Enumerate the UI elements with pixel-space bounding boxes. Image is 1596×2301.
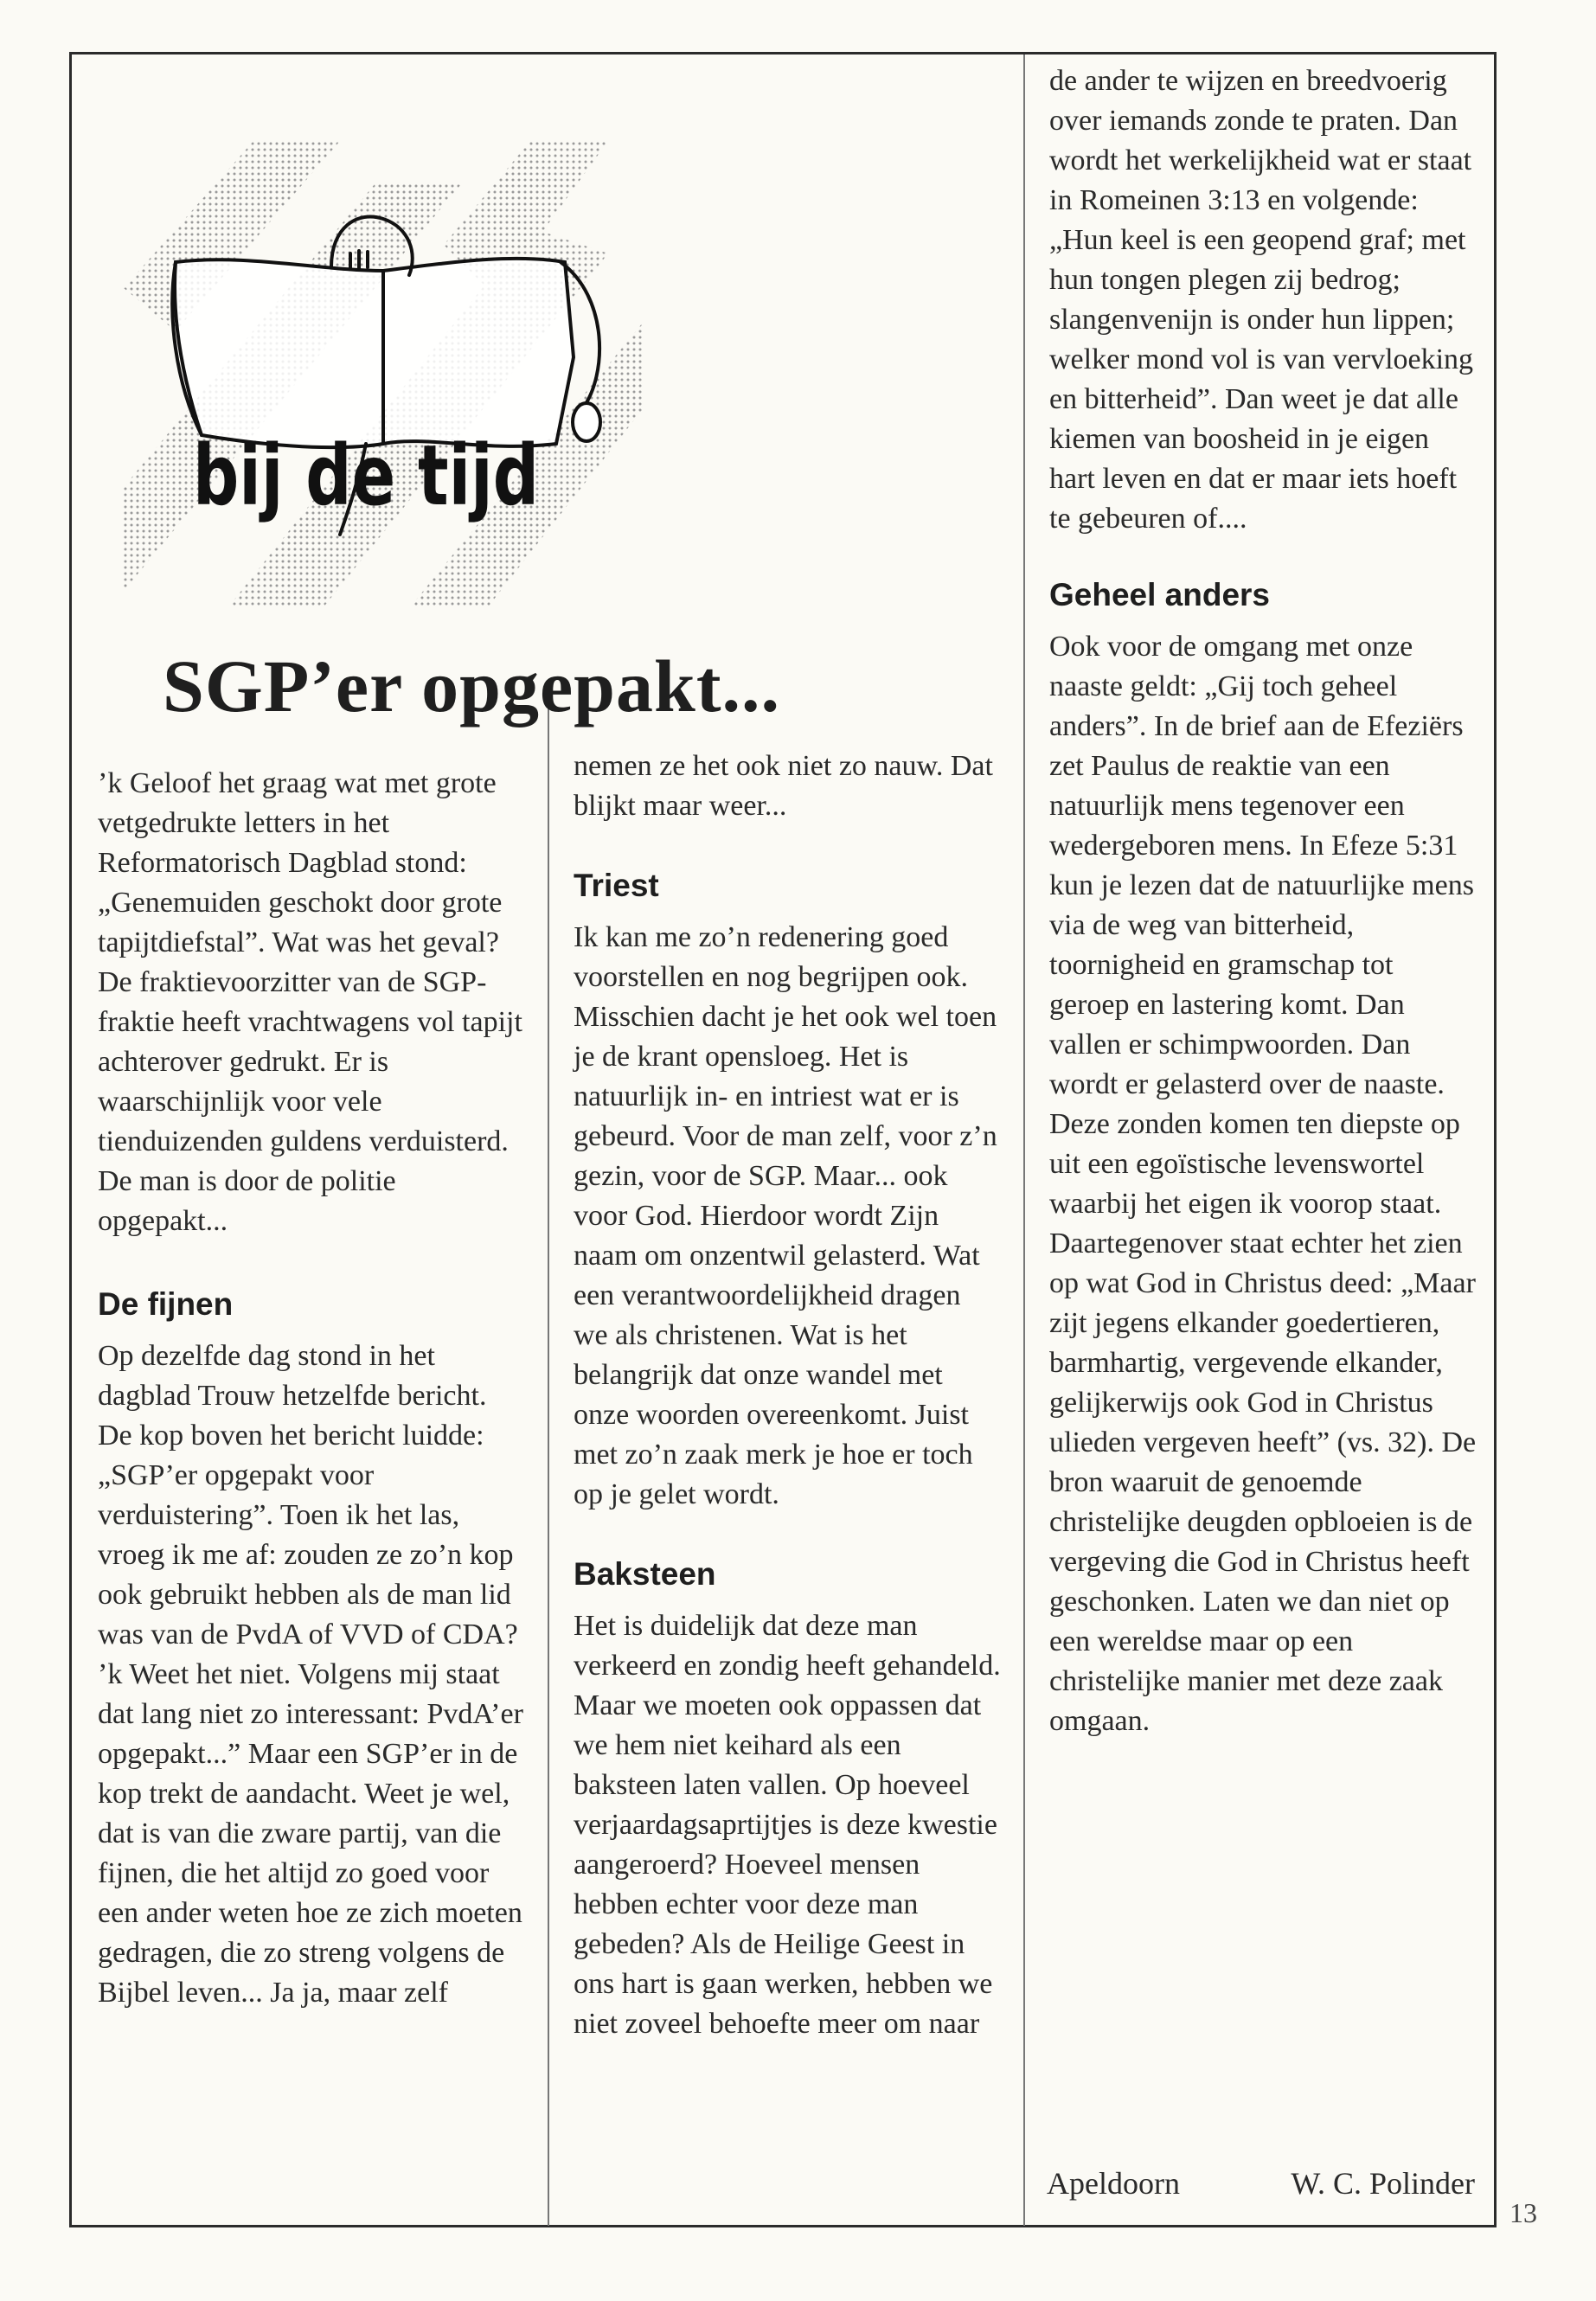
signature xyxy=(1047,2165,1475,2202)
paragraph: Het is duidelijk dat deze man verkeerd en zondig heeft gehandeld. Maar we moeten ook oppassen dat we hem niet keihard als een baksteen laten vallen. Op hoeveel verjaardagsaprtijtjes is deze kwestie aangeroerd? Hoeveel mensen hebben echter voor deze man gebeden? Als de Heilige Geest in ons hart is gaan werken, hebben we niet zoveel behoefte meer om naar xyxy=(574,1610,1001,2040)
paragraph: Ook voor de omgang met onze naaste geldt: „Gij toch geheel anders”. In de brief aan de Efeziërs zet Paulus de reaktie van een natuurlijk mens tegenover een wedergeboren mens. In Efeze 5:31 kun je lezen dat de natuurlijke mens via de weg van bitterheid, toornigheid en gramschap tot geroep en lastering komt. Dan vallen er schimpwoorden. Dan wordt er gelasterd over de naaste. Deze zonden komen ten diepste op uit een egoïstische levenswortel waarbij het eigen ik voorop staat. xyxy=(1049,631,1474,1220)
text-column-3 xyxy=(1049,61,1477,1741)
section-heading: Triest xyxy=(574,868,659,903)
section-heading: Baksteen xyxy=(574,1556,716,1592)
paragraph: nemen ze het ook niet zo nauw. Dat blijkt maar weer... xyxy=(574,750,993,822)
paragraph: ’k Weet het niet. Volgens mij staat dat lang niet zo interessant: PvdA’er opgepakt...” Maar een SGP’er in de kop trekt de aandacht. Weet je wel, dat is van die zware partij, van die fijnen, die het altijd zo goed voor een ander weten hoe ze zich moeten gedragen, die zo streng volgens de Bijbel leven... Ja ja, maar zelf xyxy=(98,1658,523,2009)
paragraph: Daartegenover staat echter het zien op wat God in Christus deed: „Maar zijt jegens elkander goedertieren, barmhartig, vergevende elkander, gelijkerwijs ook God in Christus ulieden vergeven heeft” (vs. 32). De bron waaruit de genoemde christelijke deugden opbloeien is de vergeving die God in Christus heeft geschonken. Laten we dan niet op een wereldse maar op een christelijke manier met deze zaak omgaan. xyxy=(1049,1227,1477,1737)
article-frame xyxy=(69,52,1497,2227)
article-title: SGP’er opgepakt... xyxy=(163,644,780,727)
section-heading: Geheel anders xyxy=(1049,577,1271,612)
newspaper-reader-illustration xyxy=(124,124,660,608)
signature-place: Apeldoorn xyxy=(1047,2166,1180,2201)
text-column-2 xyxy=(574,747,1002,2044)
paragraph: ’k Geloof het graag wat met grote vetgedrukte letters in het Reformatorisch Dagblad stond: „Genemuiden geschokt door grote tapijtdiefstal”. Wat was het geval? De fraktievoorzitter van de SGP-fraktie heeft vrachtwagens vol tapijt achterover gedrukt. Er is waarschijnlijk voor vele tienduizenden guldens verduisterd. De man is door de politie opgepakt... xyxy=(98,767,522,1237)
column-divider xyxy=(548,686,549,2226)
page-number: 13 xyxy=(1509,2197,1537,2228)
paragraph: de ander te wijzen en breedvoerig over iemands zonde te praten. Dan wordt het werkelijkheid wat er staat in Romeinen 3:13 en volgende: „Hun keel is een geopend graf; met hun tongen plegen zij bedrog; slangenvenijn is onder hun lippen; welker mond vol is van vervloeking en bitterheid”. Dan weet je dat alle kiemen van boosheid in je eigen hart leven en dat er maar iets hoeft te gebeuren of.... xyxy=(1049,65,1474,535)
paragraph: Ik kan me zo’n redenering goed voorstellen en nog begrijpen ook. Misschien dacht je het ook wel toen je de krant opensloeg. Het is natuurlijk in- en intriest wat er is gebeurd. Voor de man zelf, voor z’n gezin, voor de SGP. Maar... ook voor God. Hierdoor wordt Zijn naam om onzentwil gelasterd. Wat een verantwoordelijkheid dragen we als christenen. Wat is het belangrijk dat onze wandel met onze woorden overeenkomt. Juist met zo’n zaak merk je hoe er toch op je gelet wordt. xyxy=(574,921,997,1510)
section-heading: De fijnen xyxy=(98,1286,234,1322)
text-column-1 xyxy=(98,764,526,2013)
logo-text: bij de tijd xyxy=(193,427,539,524)
column-logo xyxy=(124,124,660,608)
column-divider xyxy=(1023,54,1025,2226)
paragraph: Op dezelfde dag stond in het dagblad Trouw hetzelfde bericht. De kop boven het bericht luidde: „SGP’er opgepakt voor verduistering”. Toen ik het las, vroeg ik me af: zouden ze zo’n kop ook gebruikt hebben als de man lid was van de PvdA of VVD of CDA? xyxy=(98,1340,518,1650)
signature-author: W. C. Polinder xyxy=(1291,2166,1475,2201)
